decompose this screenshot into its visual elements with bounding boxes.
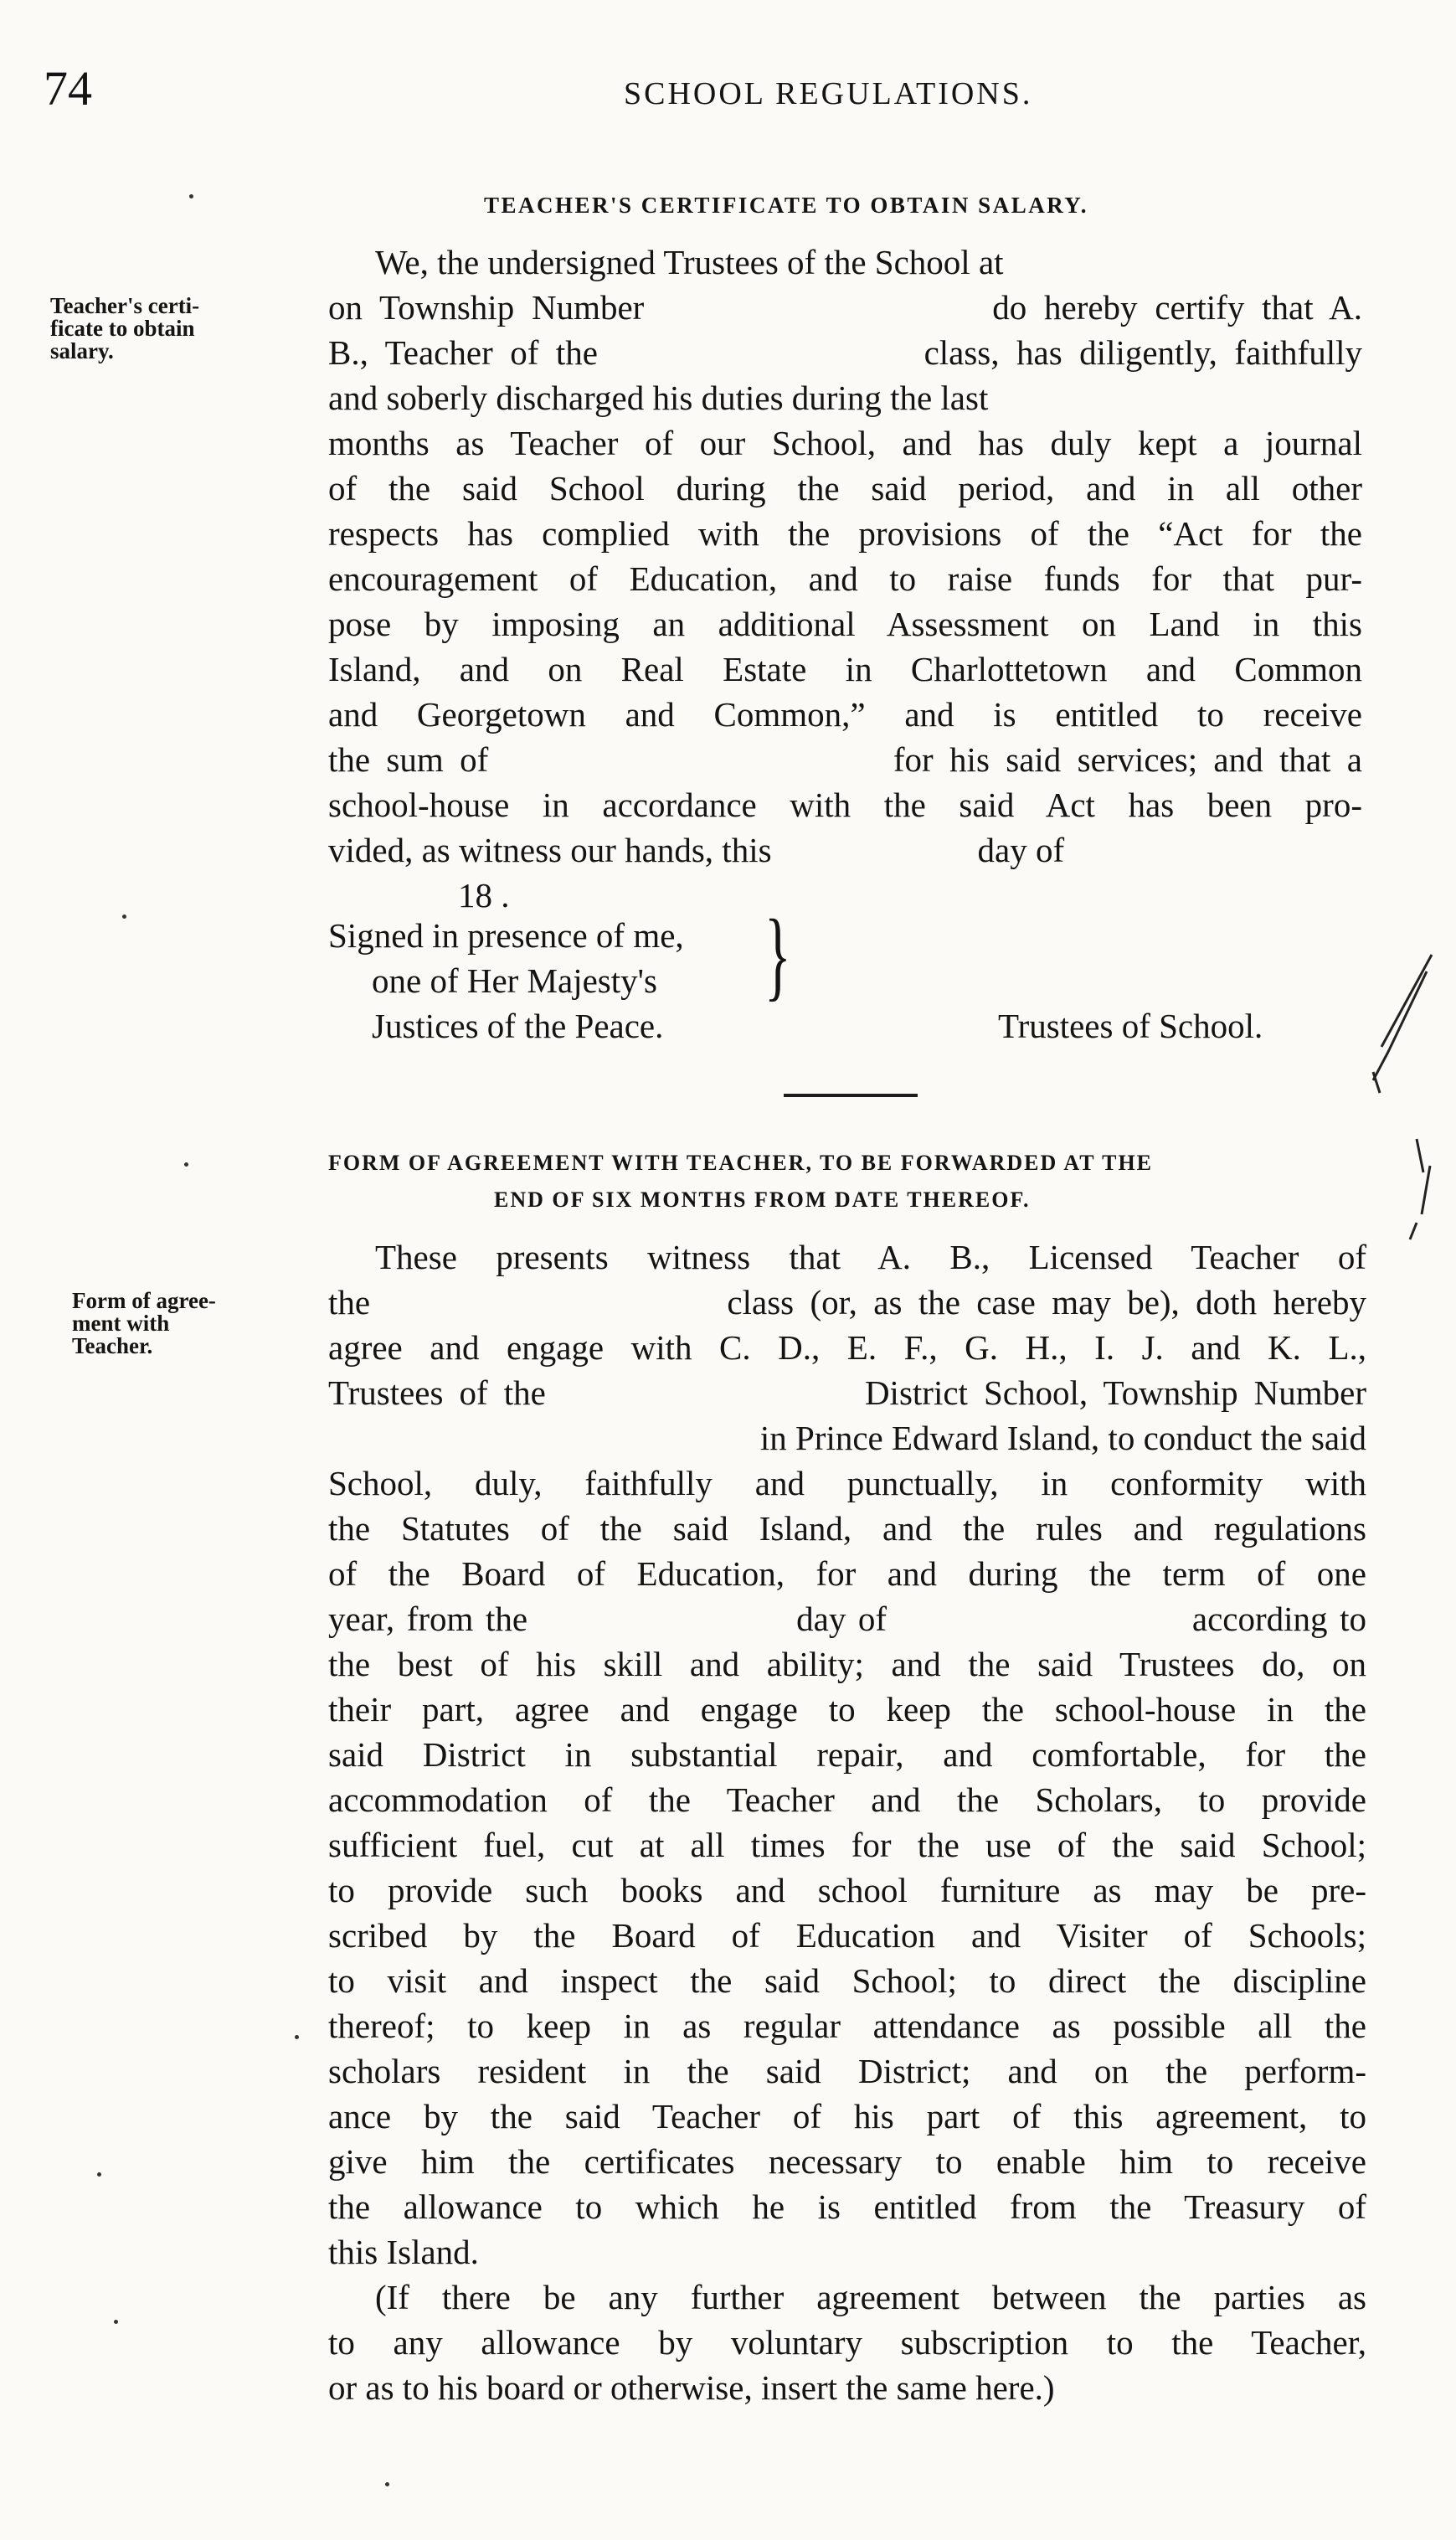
- text-line: accommodation of the Teacher and the Scholars, to provide: [328, 1780, 1366, 1819]
- margin-speck: [114, 2320, 118, 2324]
- signature-line: Justices of the Peace.: [372, 1007, 664, 1045]
- text-line: their part, agree and engage to keep the school-house in the: [328, 1690, 1366, 1729]
- agreement-body: [328, 1234, 1366, 2410]
- agreement-heading-line-2: END OF SIX MONTHS FROM DATE THEREOF.: [494, 1188, 1031, 1212]
- signature-line: Signed in presence of me,: [328, 916, 684, 955]
- text-line: the best of his skill and ability; and the said Trustees do, on: [328, 1645, 1366, 1683]
- margin-speck: [385, 2482, 389, 2486]
- text-line: the allowance to which he is entitled from the Treasury of: [328, 2187, 1366, 2226]
- text-line: of the Board of Education, for and during the term of one: [328, 1554, 1366, 1593]
- text-line: this Island.: [328, 2233, 479, 2271]
- text-line: scholars resident in the said District; and on the perform-: [328, 2052, 1366, 2090]
- text-line: school-house in accordance with the said Act has been pro-: [328, 786, 1362, 824]
- text-line: These presents witness that A. B., Licensed Teacher of: [375, 1238, 1366, 1276]
- curly-brace-icon: }: [764, 899, 791, 1010]
- text-line: thereof; to keep in as regular attendance as possible all the: [328, 2007, 1366, 2045]
- text-line: (If there be any further agreement between the parties as: [375, 2278, 1366, 2316]
- text-line: in Prince Edward Island, to conduct the said: [759, 1419, 1366, 1457]
- text-line: of the said School during the said period, and in all other: [328, 469, 1362, 507]
- text-line: scribed by the Board of Education and Visiter of Schools;: [328, 1916, 1366, 1955]
- text-line: We, the undersigned Trustees of the School at: [375, 243, 1004, 281]
- margin-speck: [189, 194, 193, 198]
- signature-witness-text: [328, 913, 684, 1048]
- section-divider: [784, 1094, 918, 1097]
- certificate-marginal-note: Teacher's certi- ficate to obtain salary.: [50, 293, 200, 363]
- text-line: pose by imposing an additional Assessment on Land in this: [328, 605, 1362, 643]
- certificate-heading: TEACHER'S CERTIFICATE TO OBTAIN SALARY.: [484, 193, 1089, 218]
- text-line: or as to his board or otherwise, insert the same here.): [328, 2368, 1055, 2407]
- text-line: the sum of for his said services; and that a: [328, 740, 1362, 779]
- margin-speck: [184, 1162, 188, 1167]
- date-line: 18 .: [458, 876, 510, 915]
- text-line: the Statutes of the said Island, and the rules and regulations: [328, 1509, 1366, 1548]
- text-line: on Township Number do hereby certify that A.: [328, 288, 1362, 327]
- text-line: to visit and inspect the said School; to direct the discipline: [328, 1961, 1366, 2000]
- text-line: agree and engage with C. D., E. F., G. H., I. J. and K. L.,: [328, 1328, 1366, 1367]
- trustees-signature-label: Trustees of School.: [998, 1007, 1263, 1045]
- text-line: to provide such books and school furniture as may be pre-: [328, 1871, 1366, 1909]
- text-line: sufficient fuel, cut at all times for the use of the said School;: [328, 1826, 1366, 1864]
- margin-speck: [295, 2035, 299, 2039]
- margin-speck: [122, 915, 126, 919]
- text-line: encouragement of Education, and to raise funds for that pur-: [328, 559, 1362, 598]
- text-line: vided, as witness our hands, this day of: [328, 831, 1065, 869]
- page-number: 74: [44, 61, 92, 116]
- signature-line: one of Her Majesty's: [372, 961, 657, 1000]
- text-line: Trustees of the District School, Township Number: [328, 1373, 1366, 1412]
- text-line: give him the certificates necessary to enable him to receive: [328, 2142, 1366, 2181]
- agreement-marginal-note: Form of agree- ment with Teacher.: [72, 1288, 216, 1358]
- text-line: said District in substantial repair, and comfortable, for the: [328, 1735, 1366, 1774]
- text-line: and soberly discharged his duties during the last: [328, 379, 989, 417]
- text-line: and Georgetown and Common,” and is entitled to receive: [328, 695, 1362, 734]
- text-line: to any allowance by voluntary subscription to the Teacher,: [328, 2323, 1366, 2362]
- text-line: B., Teacher of the class, has diligently, faithfully: [328, 333, 1362, 372]
- text-line: the class (or, as the case may be), doth hereby: [328, 1283, 1366, 1322]
- certificate-body: [328, 240, 1362, 918]
- text-line: respects has complied with the provisions of the “Act for the: [328, 514, 1362, 553]
- running-title: SCHOOL REGULATIONS.: [624, 76, 1033, 111]
- text-line: months as Teacher of our School, and has duly kept a journal: [328, 424, 1362, 462]
- margin-speck: [97, 2172, 101, 2177]
- text-line: year, from the day of according to: [328, 1600, 1366, 1638]
- text-line: Island, and on Real Estate in Charlottetown and Common: [328, 650, 1362, 688]
- text-line: School, duly, faithfully and punctually, in conformity with: [328, 1464, 1366, 1502]
- agreement-heading-line-1: FORM OF AGREEMENT WITH TEACHER, TO BE FORWARDED AT THE: [328, 1151, 1154, 1175]
- text-line: ance by the said Teacher of his part of this agreement, to: [328, 2097, 1366, 2136]
